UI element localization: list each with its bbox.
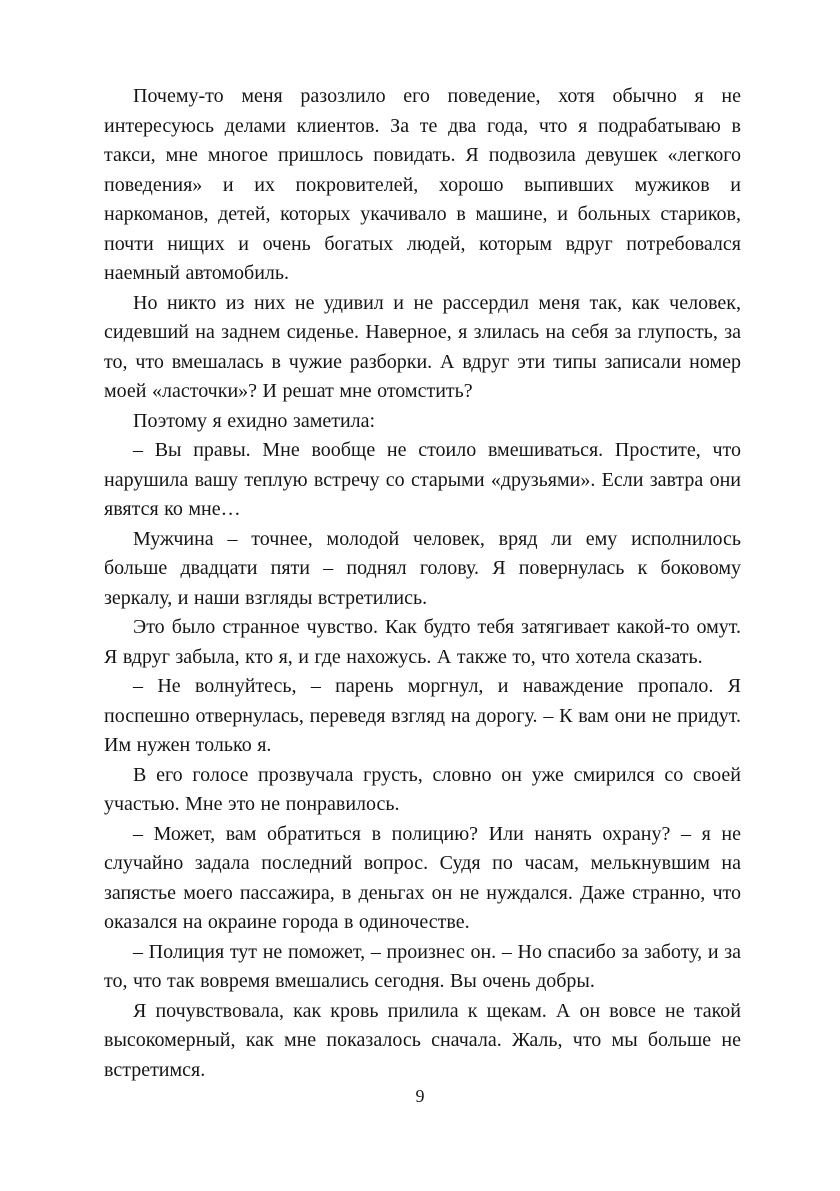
page-number: 9 (415, 1086, 425, 1106)
paragraph: Но никто из них не удивил и не рассердил меня так, как человек, сидевший на заднем сиденье. Наверное, я злилась на себя за глупость, за то, что вмешалась в чужие разборки. А вдруг эти типы записали номер моей «ласточки»? И решат мне отомстить? (104, 291, 741, 402)
paragraph: – Полиция тут не поможет, – произнес он. – Но спасибо за заботу, и за то, что так вовремя вмешались сегодня. Вы очень добры. (104, 940, 741, 992)
paragraph: В его голосе прозвучала грусть, словно он уже смирился со своей участью. Мне это не понравилось. (104, 763, 741, 815)
paragraph: – Вы правы. Мне вообще не стоило вмешиваться. Простите, что нарушила вашу теплую встречу со старыми «друзьями». Если завтра они явятся ко мне… (104, 439, 741, 520)
paragraph: Мужчина – точнее, молодой человек, вряд ли ему исполнилось больше двадцати пяти – поднял голову. Я повернулась к боковому зеркалу, и наши взгляды встретились. (104, 527, 741, 609)
paragraph: – Может, вам обратиться в полицию? Или нанять охрану? – я не случайно задала последний вопрос. Судя по часам, мелькнувшим на запястье моего пассажира, в деньгах он не нуждался. Даже странно, что оказался на окраине города в одиночестве. (104, 822, 741, 933)
paragraph: – Не волнуйтесь, – парень моргнул, и наваждение пропало. Я поспешно отвернулась, переведя взгляд на дорогу. – К вам они не придут. Им нужен только я. (104, 675, 741, 756)
paragraph: Я почувствовала, как кровь прилила к щекам. А он вовсе не такой высокомерный, как мне показалось сначала. Жаль, что мы больше не встретимся. (104, 999, 741, 1081)
paragraph: Поэтому я ехидно заметила: (133, 409, 376, 432)
paragraph: Это было странное чувство. Как будто тебя затягивает какой-то омут. Я вдруг забыла, кто я, и где нахожусь. А также то, что хотела сказать. (104, 616, 741, 668)
paragraph: Почему-то меня разозлило его поведение, хотя обычно я не интересуюсь делами клиентов. За те два года, что я подрабатываю в такси, мне многое пришлось повидать. Я подвозила девушек «легкого поведения» и их покровителей, хорошо выпивших мужиков и наркоманов, детей, которых укачивало в машине, и больных стариков, почти нищих и очень богатых людей, которым вдруг потребовался наемный автомобиль. (104, 85, 741, 284)
body-text (104, 82, 741, 1085)
